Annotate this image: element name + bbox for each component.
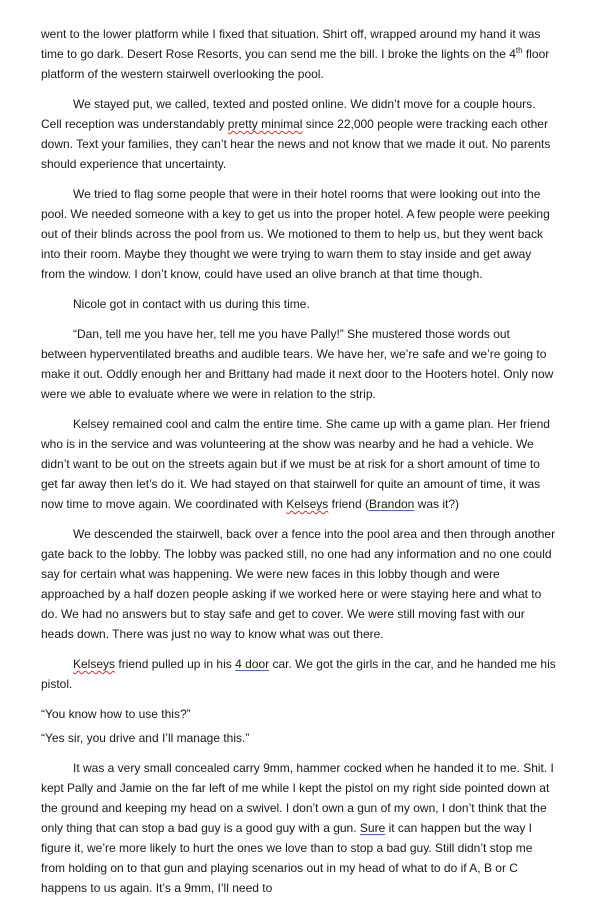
p1-superscript: th xyxy=(515,46,523,55)
paragraph-9-dialogue: “You know how to use this?” xyxy=(41,707,191,721)
p2-text-a: We stayed put, we called, texted and posted online. We didn’t move for a couple hours. Cell reception was understandably xyxy=(41,97,536,131)
paragraph-2 xyxy=(41,94,558,174)
paragraph-1 xyxy=(41,24,558,84)
p11-text-a: It was a very small concealed carry 9mm, hammer cocked when he handed it to me. Shit. I kept Pally and Jamie on the far left of me while I kept the pistol on my right side pointed down at the ground and keeping my head on a swivel. I don’t own a gun of my own, I don’t think that the only thing that can stop a bad guy is a good guy with a gun. xyxy=(41,761,554,835)
grammar-mark-brandon[interactable]: Brandon xyxy=(368,497,415,511)
p8-text-b: car. We got the girls in the car, and he handed me his pistol. xyxy=(41,657,556,691)
p6-text-a: Kelsey remained cool and calm the entire time. She came up with a game plan. Her friend who is in the service and was volunteering at the show was nearby and he had a vehicle. We didn’t want to be out on the streets again but if we must be at risk for a short amount of time to get far away then let’s do it. We had stayed on that stairwell for quite an amount of time, it was now time to move again. We coordinated with xyxy=(41,417,550,511)
grammar-mark-sure[interactable]: Sure xyxy=(359,821,386,835)
p1-text-a: went to the lower platform while I fixed that situation. Shirt off, wrapped around my hand it was time to go dark. Desert Rose Resorts, you can send me the bill. I broke the lights on the 4 xyxy=(41,27,541,61)
p8-text-a: friend pulled up in his xyxy=(115,657,236,671)
grammar-mark-4-door[interactable]: 4 door xyxy=(235,657,270,671)
paragraph-5: “Dan, tell me you have her, tell me you have Pally!” She mustered those words out between hyperventilated breaths and audible tears. We have her, we’re safe and we’re going to make it out. Oddly enough her and Brittany had made it next door to the Hooters hotel. Only now were we able to evaluate where we were in relation to the strip. xyxy=(41,327,554,401)
paragraph-3: We tried to flag some people that were in their hotel rooms that were looking out into the pool. We needed someone with a key to get us into the proper hotel. A few people were peeking out of their blinds across the pool from us. We motioned to them to help us, but they went back into their room. Maybe they thought we were trying to warn them to stay inside and get away from the window. I don’t know, could have used an olive branch at that time though. xyxy=(41,187,550,281)
paragraph-4: Nicole got in contact with us during this time. xyxy=(73,297,310,311)
p11-text-b: it can happen but the way I figure it, we’re more likely to hurt the ones we love than to stop a bad guy. Still didn’t stop me from holding on to that gun and playing scenarios out in my head of what to do if A, B or C happens to us again. It’s a 9mm, I’ll need to xyxy=(41,821,533,895)
p2-text-b: since 22,000 people were tracking each other down. Text your families, they can’t hear the news and not know that we made it out. No parents should experience that uncertainty. xyxy=(41,117,551,171)
spelling-mark-kelseys-2[interactable]: Kelseys xyxy=(73,657,116,671)
paragraph-10-dialogue: “Yes sir, you drive and I’ll manage this.” xyxy=(41,731,250,745)
paragraph-6 xyxy=(41,414,558,514)
spelling-mark-kelseys[interactable]: Kelseys xyxy=(286,497,329,511)
p6-text-c: was it?) xyxy=(414,497,460,511)
spelling-mark-pretty-minimal[interactable]: pretty minimal xyxy=(227,117,303,131)
paragraph-8 xyxy=(41,654,558,694)
paragraph-11 xyxy=(41,758,558,898)
p6-text-b: friend ( xyxy=(328,497,369,511)
paragraph-7: We descended the stairwell, back over a fence into the pool area and then through another gate back to the lobby. The lobby was packed still, no one had any information and no one could say for certain what was happening. We were new faces in this lobby though and were approached by a half dozen people asking if we worked here or were staying here and what to do. We had no answers but to stay safe and get to cover. We were still moving fast with our heads down. There was just no way to know what was out there. xyxy=(41,527,556,641)
p1-text-b: floor platform of the western stairwell overlooking the pool. xyxy=(41,47,550,81)
